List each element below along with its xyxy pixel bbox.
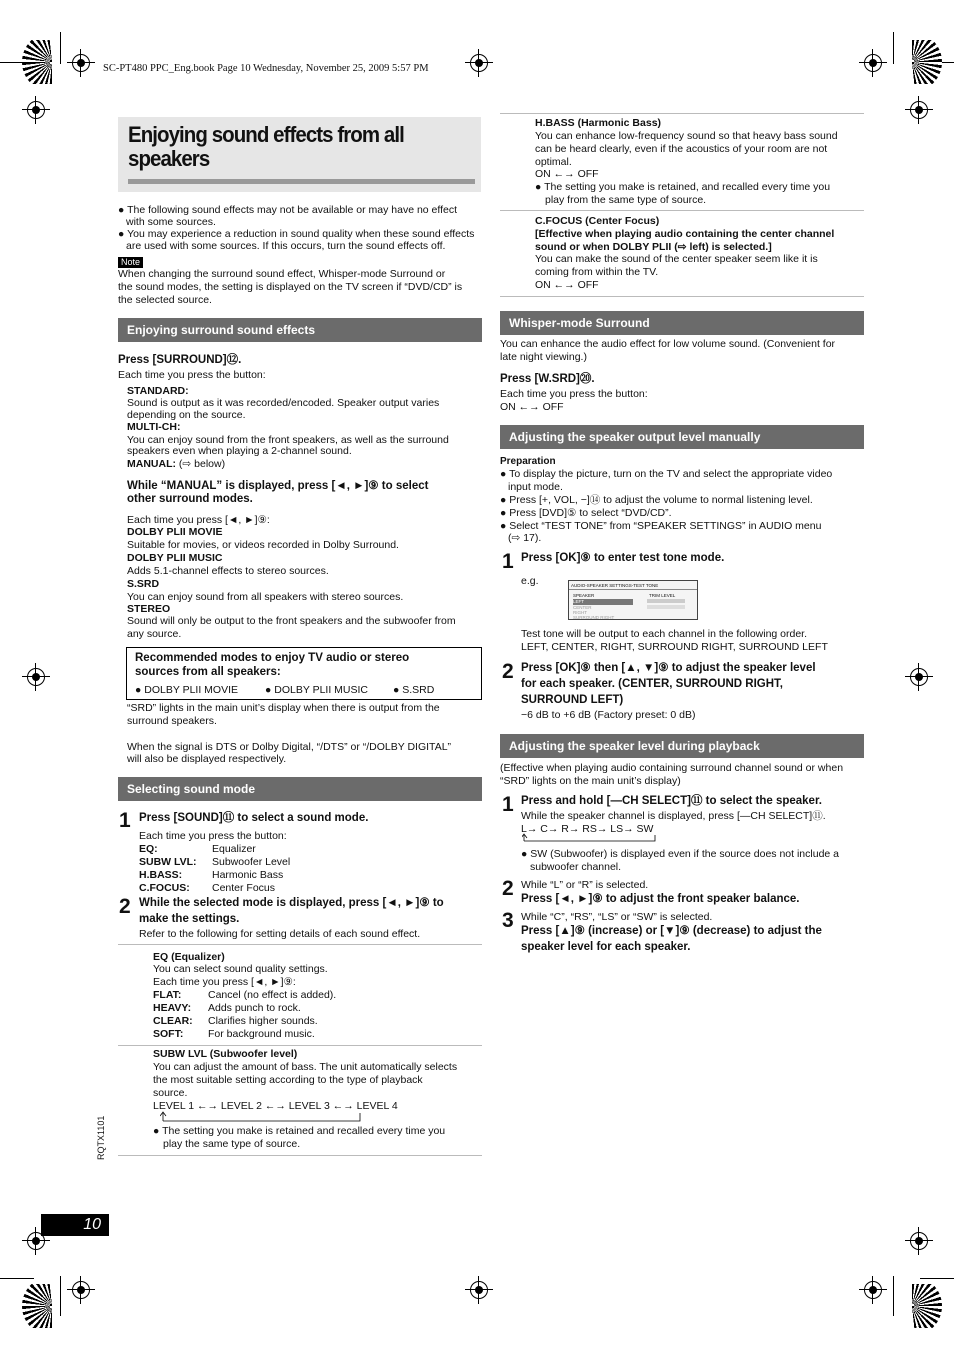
crop-mark: [0, 1278, 34, 1279]
channel-chain: L→ C→ R→ RS→ LS→ SW: [521, 823, 654, 835]
hbass-note: ● The setting you make is retained, and recalled every time you: [535, 181, 831, 193]
recommended-title: sources from all speakers:: [135, 666, 281, 678]
hbass-title: H.BASS (Harmonic Bass): [535, 117, 662, 129]
tone-order: Test tone will be output to each channel in the following order.: [521, 628, 808, 640]
eq-option-desc: Clarifies higher sounds.: [208, 1015, 318, 1027]
registration-mark-icon: [910, 1232, 928, 1250]
prep-item: ● Press [+, VOL, −]⑭ to adjust the volume to normal listening level.: [500, 494, 813, 506]
cfocus-desc: You can make the sound of the center speaker seem like it is: [535, 253, 818, 265]
divider: [118, 1045, 482, 1046]
crop-mark: [893, 1276, 894, 1316]
osd-title: AUDIO-SPEAKER SETTINGS-TEST TONE: [571, 583, 659, 588]
srd-note: “SRD” lights in the main unit’s display when there is output from the: [127, 702, 440, 714]
note-text: the selected source.: [118, 294, 212, 306]
sound-each: Each time you press the button:: [139, 830, 287, 842]
section-heading-playback-level: Adjusting the speaker level during playback: [500, 734, 864, 758]
crop-mark: [920, 1278, 954, 1279]
mode-desc: Suitable for movies, or videos recorded in Dolby Surround.: [127, 539, 399, 551]
playback-desc: “SRD” lights on the main unit’s display): [500, 775, 681, 787]
registration-mark-icon: [27, 101, 45, 119]
prep-item: ● Select “TEST TONE” from “SPEAKER SETTINGS” in AUDIO menu: [500, 520, 822, 532]
playback-step2-pre: While “L” or “R” is selected.: [521, 879, 649, 891]
mode-label: STANDARD:: [127, 385, 189, 397]
crop-mark: [893, 32, 894, 64]
manual-step2: for each speaker. (CENTER, SURROUND RIGHT,: [521, 678, 784, 690]
mode-desc: Sound is output as it was recorded/encoded. Speaker output varies: [127, 397, 440, 409]
whisper-each: Each time you press the button:: [500, 388, 648, 400]
color-bar-icon: [22, 40, 52, 84]
intro-text: are used with some sources. If this occurs, turn the sound effects off.: [126, 240, 446, 252]
osd-col: SPEAKER: [573, 593, 595, 598]
registration-mark-icon: [470, 1281, 488, 1299]
prep-item: ● To display the picture, turn on the TV and select the appropriate video: [500, 468, 833, 480]
osd-level-bar: [647, 599, 685, 603]
page-title: Enjoying sound effects from all speakers: [128, 122, 404, 171]
playback-step2: Press [◄, ►]⑨ to adjust the front speaker balance.: [521, 893, 800, 905]
cfocus-desc: coming from within the TV.: [535, 266, 659, 278]
dts-note: will also be displayed respectively.: [127, 753, 287, 765]
rqtx-code: RQTX1101: [96, 1115, 106, 1160]
surround-each: Each time you press the button:: [118, 369, 266, 381]
divider: [500, 210, 864, 211]
registration-mark-icon: [470, 54, 488, 72]
mode-label: EQ:: [139, 843, 158, 855]
note-tag: Note: [118, 257, 143, 268]
subw-desc: source.: [153, 1087, 188, 1099]
hbass-desc: You can enhance low-frequency sound so that heavy bass sound: [535, 130, 838, 142]
page-header: SC-PT480 PPC_Eng.book Page 10 Wednesday, November 25, 2009 5:57 PM: [103, 63, 429, 74]
mode-label: MANUAL:: [127, 458, 176, 470]
eq-title: EQ (Equalizer): [153, 951, 225, 963]
loop-arrow-icon: [160, 1111, 365, 1123]
step-number: 2: [502, 877, 514, 900]
registration-mark-icon: [910, 668, 928, 686]
example-label: e.g.: [521, 575, 539, 587]
eq-option-label: HEAVY:: [153, 1002, 192, 1014]
eq-option-label: SOFT:: [153, 1028, 184, 1040]
playback-step3: Press [▲]⑨ (increase) or [▼]⑨ (decrease) to adjust the: [521, 925, 822, 937]
surround-while: other surround modes.: [127, 493, 253, 505]
osd-row: LEFT: [573, 599, 633, 605]
srd-note: surround speakers.: [127, 715, 217, 727]
osd-col: TRIM LEVEL: [649, 593, 676, 598]
recommended-item: ● DOLBY PLII MOVIE: [135, 684, 239, 696]
manual-step2: SURROUND LEFT): [521, 694, 624, 706]
manual-step1: Press [OK]⑨ to enter test tone mode.: [521, 552, 725, 564]
mode-label: SUBW LVL:: [139, 856, 197, 868]
note-text: When changing the surround sound effect, Whisper-mode Surround or: [118, 268, 446, 280]
intro-text: ● The following sound effects may not be available or may have no effect: [118, 204, 458, 216]
mode-desc: You can enjoy sound from the front speakers, as well as the surround: [127, 434, 449, 446]
mode-label: DOLBY PLII MUSIC: [127, 552, 223, 564]
step-number: 2: [502, 660, 514, 683]
sound-refer: Refer to the following for setting details of each sound effect.: [139, 928, 421, 940]
mode-label: S.SRD: [127, 578, 160, 590]
registration-mark-icon: [27, 668, 45, 686]
sound-step1: Press [SOUND]⑪ to select a sound mode.: [139, 812, 369, 824]
registration-mark-icon: [910, 101, 928, 119]
recommended-box: [126, 647, 482, 700]
hbass-onoff: ON ←→ OFF: [535, 168, 599, 180]
recommended-item: ● DOLBY PLII MUSIC: [265, 684, 369, 696]
mode-desc: Subwoofer Level: [212, 856, 291, 868]
surround-while: While “MANUAL” is displayed, press [◄, ►]⑨ to select: [127, 480, 429, 492]
preparation-label: Preparation: [500, 456, 556, 467]
eq-option-label: FLAT:: [153, 989, 182, 1001]
prep-item: input mode.: [508, 481, 563, 493]
cfocus-title: C.FOCUS (Center Focus): [535, 215, 660, 227]
prep-item: ● Press [DVD]⑤ to select “DVD/CD”.: [500, 507, 672, 519]
prep-item: (⇨ 17).: [508, 532, 542, 544]
step-number: 1: [502, 550, 514, 573]
note-text: the sound modes, the setting is displayed on the TV screen if “DVD/CD” is: [118, 281, 463, 293]
eq-option-desc: Cancel (no effect is added).: [208, 989, 337, 1001]
color-bar-icon: [22, 1284, 52, 1328]
recommended-item: ● S.SRD: [393, 684, 435, 696]
mode-desc: Sound will only be output to the front speakers and the subwoofer from: [127, 615, 456, 627]
registration-mark-icon: [864, 1281, 882, 1299]
sound-step2: While the selected mode is displayed, press [◄, ►]⑨ to: [139, 897, 444, 909]
registration-mark-icon: [864, 54, 882, 72]
osd-level-bar: [647, 605, 685, 609]
color-bar-icon: [912, 40, 942, 84]
divider: [118, 1155, 482, 1156]
hbass-desc: can be heard clearly, even if the acoustics of your room are not: [535, 143, 828, 155]
eq-desc: Each time you press [◄, ►]⑨:: [153, 976, 296, 988]
eq-option-desc: Adds punch to rock.: [208, 1002, 301, 1014]
mode-label: DOLBY PLII MOVIE: [127, 526, 223, 538]
mode-desc: Equalizer: [212, 843, 256, 855]
osd-row: SURROUND RIGHT: [573, 615, 615, 620]
registration-mark-icon: [72, 54, 90, 72]
section-heading-surround: Enjoying surround sound effects: [118, 318, 482, 342]
mode-label: C.FOCUS:: [139, 882, 190, 894]
crop-mark: [60, 32, 61, 64]
surround-each: Each time you press [◄, ►]⑨:: [127, 514, 270, 526]
step-number: 2: [119, 895, 131, 918]
mode-desc: (⇨ below): [178, 458, 226, 470]
subw-levels: LEVEL 1 ←→ LEVEL 2 ←→ LEVEL 3 ←→ LEVEL 4: [153, 1100, 398, 1112]
title-rule: [128, 179, 475, 184]
level-range: −6 dB to +6 dB (Factory preset: 0 dB): [521, 709, 696, 721]
subw-note: play the same type of source.: [163, 1138, 301, 1150]
playback-desc: (Effective when playing audio containing surround channel sound or when: [500, 762, 844, 774]
divider: [500, 113, 864, 114]
sw-note: subwoofer channel.: [530, 861, 622, 873]
page-number: 10: [41, 1214, 109, 1236]
sw-note: ● SW (Subwoofer) is displayed even if the source does not include a: [521, 848, 840, 860]
subw-note: ● The setting you make is retained and recalled every time you: [153, 1125, 446, 1137]
subw-desc: You can adjust the amount of bass. The unit automatically selects: [153, 1061, 458, 1073]
mode-desc: speakers even when playing a 2-channel sound.: [127, 445, 352, 457]
playback-step3-pre: While “C”, “RS”, “LS” or “SW” is selected.: [521, 911, 713, 923]
mode-label: H.BASS:: [139, 869, 183, 881]
mode-label: STEREO: [127, 603, 171, 615]
eq-option-label: CLEAR:: [153, 1015, 193, 1027]
mode-label: MULTI-CH:: [127, 421, 181, 433]
subw-title: SUBW LVL (Subwoofer level): [153, 1048, 298, 1060]
playback-step3: speaker level for each speaker.: [521, 941, 691, 953]
loop-arrow-icon: [522, 833, 658, 843]
eq-desc: You can select sound quality settings.: [153, 963, 328, 975]
recommended-title: Recommended modes to enjoy TV audio or stereo: [135, 652, 410, 664]
mode-desc: Center Focus: [212, 882, 276, 894]
divider: [118, 944, 482, 945]
hbass-note: play from the same type of source.: [545, 194, 707, 206]
test-tone-screen: [568, 580, 698, 620]
section-heading-manual-level: Adjusting the speaker output level manually: [500, 425, 864, 449]
mode-desc: depending on the source.: [127, 409, 246, 421]
sound-step2: make the settings.: [139, 913, 240, 925]
cfocus-effective: sound or when DOLBY PLII (⇨ left) is selected.]: [535, 241, 772, 253]
section-heading-sound-mode: Selecting sound mode: [118, 777, 482, 801]
mode-desc: You can enjoy sound from all speakers with stereo sources.: [127, 591, 404, 603]
surround-press: Press [SURROUND]⑫.: [118, 354, 242, 366]
intro-text: with some sources.: [126, 216, 216, 228]
whisper-press: Press [W.SRD]⑳.: [500, 373, 595, 385]
step-number: 1: [502, 793, 514, 816]
step-number: 3: [502, 909, 514, 932]
subw-desc: the most suitable setting according to the type of playback: [153, 1074, 423, 1086]
cfocus-effective: [Effective when playing audio containing the center channel: [535, 228, 835, 240]
mode-desc: any source.: [127, 628, 182, 640]
osd-rule: [569, 589, 697, 590]
registration-mark-icon: [72, 1281, 90, 1299]
dts-note: When the signal is DTS or Dolby Digital, “/DTS” or “/DOLBY DIGITAL”: [127, 741, 452, 753]
whisper-desc: late night viewing.): [500, 351, 587, 363]
eq-option-desc: For background music.: [208, 1028, 315, 1040]
intro-text: ● You may experience a reduction in sound quality when these sound effects: [118, 228, 475, 240]
whisper-desc: You can enhance the audio effect for low volume sound. (Convenient for: [500, 338, 836, 350]
cfocus-onoff: ON ←→ OFF: [535, 279, 599, 291]
playback-step1: Press and hold [—CH SELECT]⑪ to select the speaker.: [521, 795, 822, 807]
whisper-onoff: ON ←→ OFF: [500, 401, 564, 413]
crop-mark: [60, 1276, 61, 1316]
hbass-desc: optimal.: [535, 156, 572, 168]
mode-desc: Adds 5.1-channel effects to stereo sources.: [127, 565, 329, 577]
mode-desc: Harmonic Bass: [212, 869, 284, 881]
section-heading-whisper: Whisper-mode Surround: [500, 311, 864, 335]
tone-order: LEFT, CENTER, RIGHT, SURROUND RIGHT, SURROUND LEFT: [521, 641, 828, 653]
step-number: 1: [119, 809, 131, 832]
color-bar-icon: [912, 1284, 942, 1328]
osd-row: CENTER: [573, 605, 592, 610]
manual-step2: Press [OK]⑨ then [▲, ▼]⑨ to adjust the speaker level: [521, 662, 816, 674]
osd-row: RIGHT: [573, 610, 587, 615]
playback-step1-desc: While the speaker channel is displayed, press [—CH SELECT]⑪.: [521, 810, 826, 822]
title-box: [118, 117, 481, 192]
divider: [500, 296, 864, 297]
